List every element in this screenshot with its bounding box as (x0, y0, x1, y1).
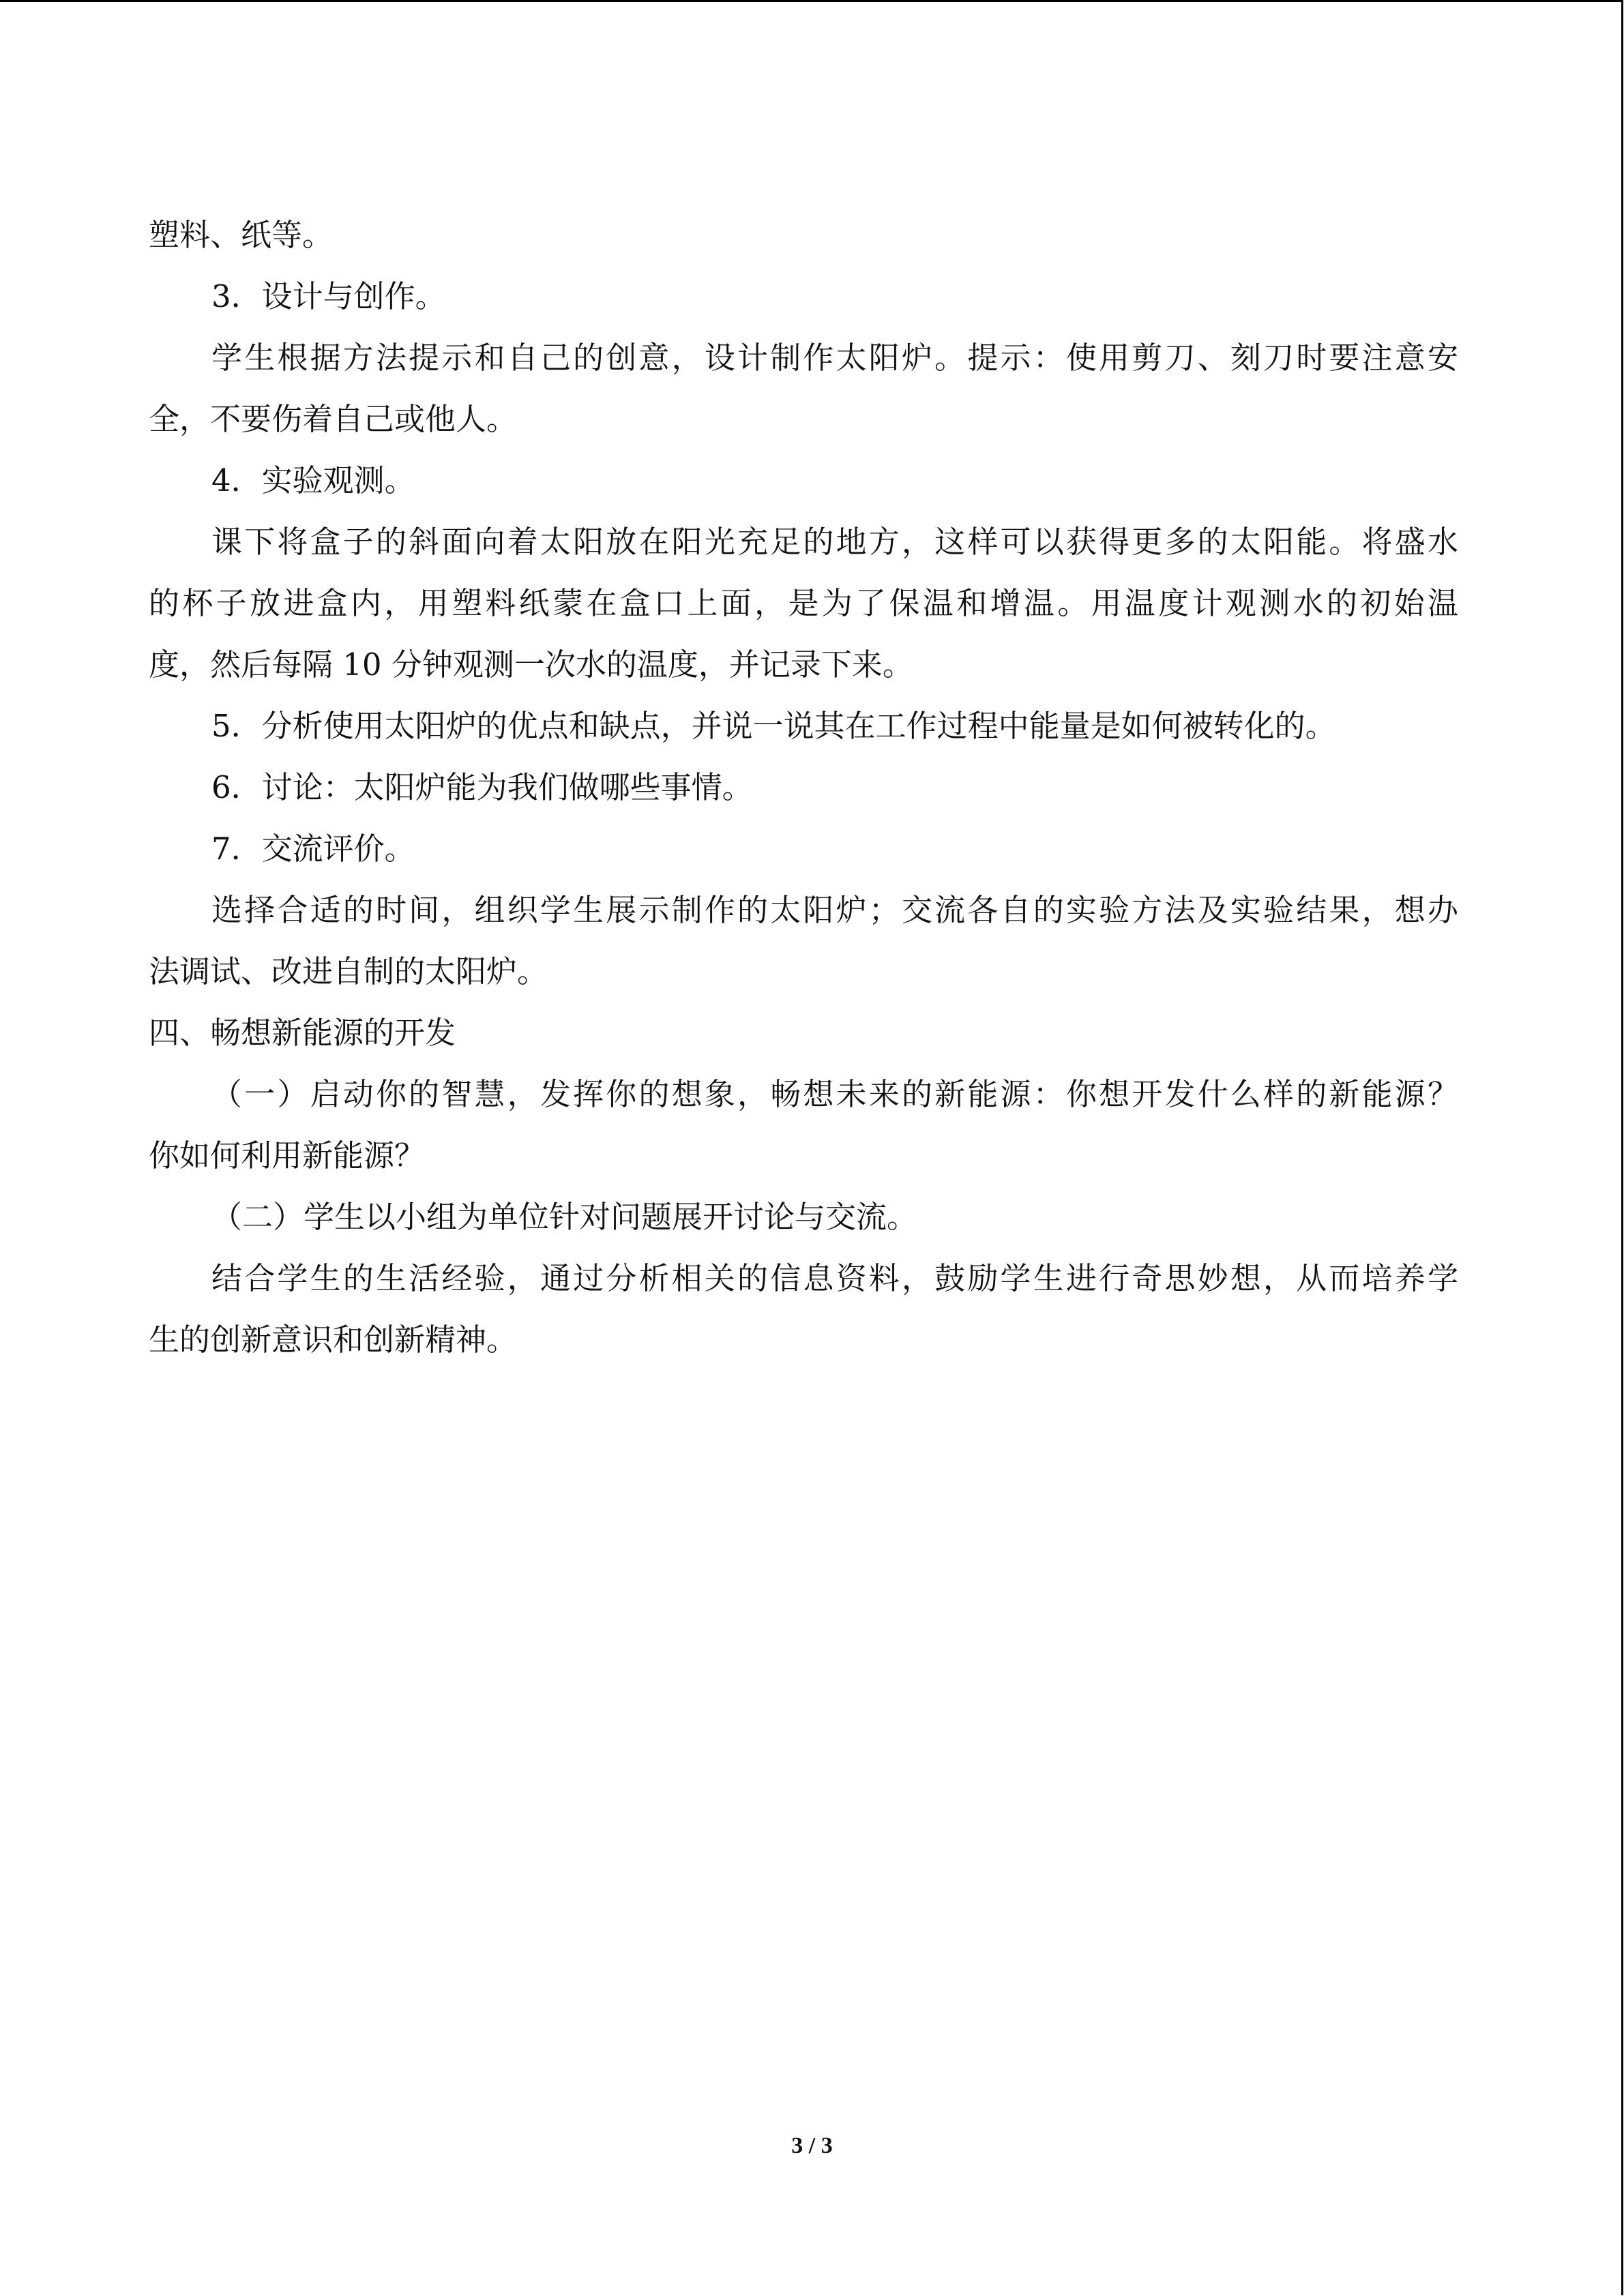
paragraph-line: 课下将盒子的斜面向着太阳放在阳光充足的地方，这样可以获得更多的太阳能。将盛水 (211, 524, 1458, 560)
paragraph-line: 塑料、纸等。 (149, 217, 334, 253)
paragraph-line: 你如何利用新能源？ (149, 1137, 426, 1174)
paragraph-line: 生的创新意识和创新精神。 (149, 1322, 518, 1358)
section-heading: 5．分析使用太阳炉的优点和缺点，并说一说其在工作过程中能量是如何被转化的。 (211, 708, 1336, 744)
paragraph-line: （一）启动你的智慧，发挥你的想象，畅想未来的新能源：你想开发什么样的新能源？ (211, 1076, 1458, 1112)
chapter-heading: 四、畅想新能源的开发 (149, 1015, 456, 1051)
paragraph-line: 学生根据方法提示和自己的创意，设计制作太阳炉。提示：使用剪刀、刻刀时要注意安 (211, 340, 1458, 376)
paragraph-line: 度，然后每隔 10 分钟观测一次水的温度，并记录下来。 (149, 646, 913, 683)
paragraph-line: 的杯子放进盒内，用塑料纸蒙在盒口上面，是为了保温和增温。用温度计观测水的初始温 (149, 585, 1458, 621)
document-body (149, 205, 1458, 1371)
paragraph-line: 法调试、改进自制的太阳炉。 (149, 953, 548, 989)
section-heading: 6．讨论：太阳炉能为我们做哪些事情。 (211, 769, 753, 805)
paragraph-line: （二）学生以小组为单位针对问题展开讨论与交流。 (211, 1199, 918, 1235)
paragraph-line: 结合学生的生活经验，通过分析相关的信息资料，鼓励学生进行奇思妙想，从而培养学 (211, 1260, 1458, 1296)
section-heading: 7．交流评价。 (211, 831, 415, 867)
page-number: 3 / 3 (791, 2133, 833, 2158)
paragraph-line: 选择合适的时间，组织学生展示制作的太阳炉；交流各自的实验方法及实验结果，想办 (211, 892, 1458, 928)
section-heading: 4．实验观测。 (211, 462, 415, 498)
paragraph-line: 全，不要伤着自己或他人。 (149, 401, 518, 437)
section-heading: 3．设计与创作。 (211, 278, 446, 314)
